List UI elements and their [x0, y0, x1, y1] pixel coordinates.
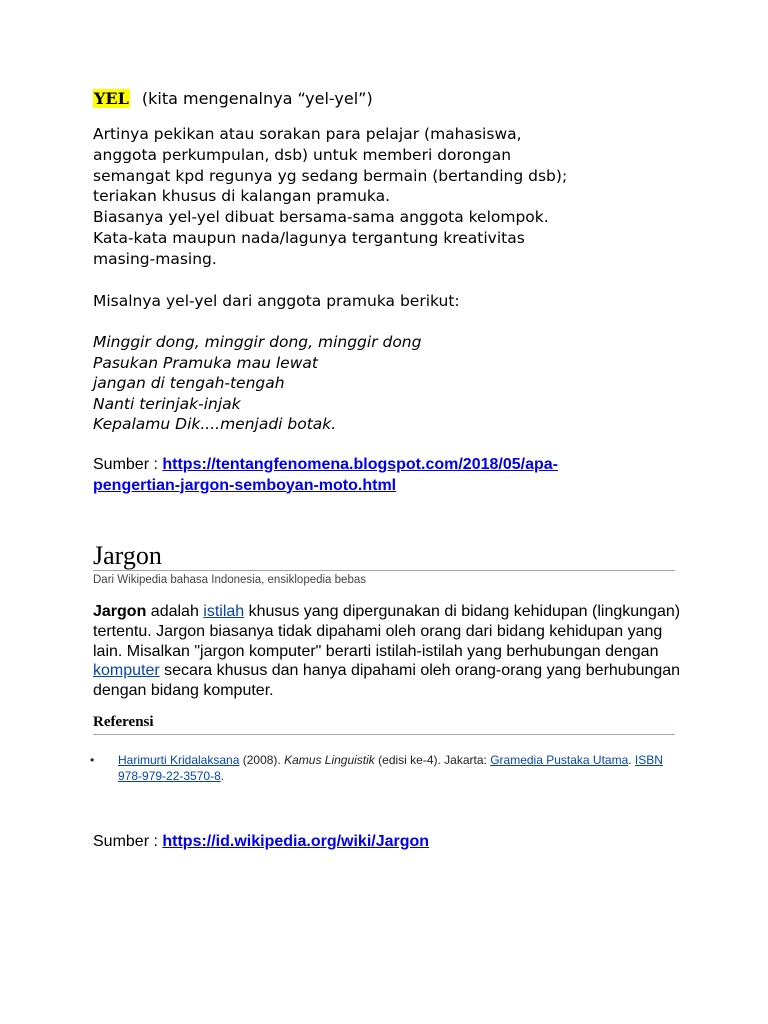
title-divider: [93, 570, 675, 571]
bullet-icon: •: [90, 753, 95, 767]
jargon-definition: [93, 602, 683, 701]
text-line: Kata-kata maupun nada/lagunya tergantung kreativitas: [93, 228, 525, 247]
book-title: Kamus Linguistik: [284, 753, 375, 767]
yel-poem: [93, 332, 421, 435]
poem-line: jangan di tengah-tengah: [93, 374, 285, 393]
yel-subtitle: (kita mengenalnya “yel-yel”): [141, 89, 373, 108]
text-line: Biasanya yel-yel dibuat bersama-sama anggota kelompok.: [93, 208, 549, 227]
isbn-label-link[interactable]: ISBN: [634, 753, 663, 767]
jargon-term: Jargon: [93, 603, 147, 620]
ref-text: .: [628, 753, 635, 767]
poem-line: Kepalamu Dik....menjadi botak.: [93, 415, 337, 434]
istilah-link[interactable]: istilah: [203, 603, 245, 620]
publisher-link[interactable]: Gramedia Pustaka Utama: [490, 753, 629, 767]
jargon-source: [93, 832, 429, 853]
reference-item: [118, 752, 673, 784]
yel-source: [93, 455, 558, 496]
text-line: teriakan khusus di kalangan pramuka.: [93, 187, 391, 206]
ref-text: .: [220, 769, 225, 783]
poem-line: Nanti terinjak-injak: [93, 394, 241, 413]
yel-source-link-part1[interactable]: https://tentangfenomena.blogspot.com/2018/05/apa-: [162, 456, 558, 473]
references-divider: [93, 734, 675, 735]
ref-text: (2008).: [239, 753, 285, 767]
author-link[interactable]: Harimurti Kridalaksana: [118, 753, 240, 767]
komputer-link[interactable]: komputer: [93, 662, 160, 680]
yel-definition-paragraph: [93, 124, 567, 270]
text-line: masing-masing.: [93, 249, 217, 268]
source-label: Sumber :: [93, 456, 163, 473]
isbn-link[interactable]: 978-979-22-3570-8: [118, 769, 221, 783]
body-text: khusus yang dipergunakan di bidang kehidupan (lingkungan) tertentu. Jargon biasanya tidak dipahami oleh orang dari bidang kehidupan yang lain. Misalkan "jargon komputer" berarti istilah-istilah yang berhubungan dengan: [93, 603, 681, 660]
text-line: Artinya pekikan atau sorakan para pelajar (mahasiswa,: [93, 125, 522, 143]
text-line: anggota perkumpulan, dsb) untuk memberi dorongan: [93, 145, 512, 164]
poem-line: Minggir dong, minggir dong, minggir dong: [93, 333, 422, 351]
source-label: Sumber :: [93, 833, 163, 850]
ref-text: (edisi ke-4). Jakarta:: [374, 753, 491, 767]
references-heading: Referensi: [93, 714, 154, 730]
yel-example-intro: Misalnya yel-yel dari anggota pramuka berikut:: [93, 292, 460, 310]
body-text: adalah: [146, 603, 204, 620]
yel-term-highlight: YEL: [94, 89, 129, 108]
body-text: secara khusus dan hanya dipahami oleh orang-orang yang berhubungan dengan bidang komputer.: [93, 662, 681, 700]
yel-source-link-part2[interactable]: pengertian-jargon-semboyan-moto.html: [93, 476, 397, 494]
wikipedia-tagline: Dari Wikipedia bahasa Indonesia, ensiklopedia bebas: [93, 574, 366, 586]
jargon-title: Jargon: [93, 541, 162, 570]
poem-line: Pasukan Pramuka mau lewat: [93, 353, 318, 372]
jargon-source-link[interactable]: https://id.wikipedia.org/wiki/Jargon: [162, 833, 430, 850]
text-line: semangat kpd regunya yg sedang bermain (bertanding dsb);: [93, 166, 568, 185]
yel-heading: [93, 88, 373, 110]
